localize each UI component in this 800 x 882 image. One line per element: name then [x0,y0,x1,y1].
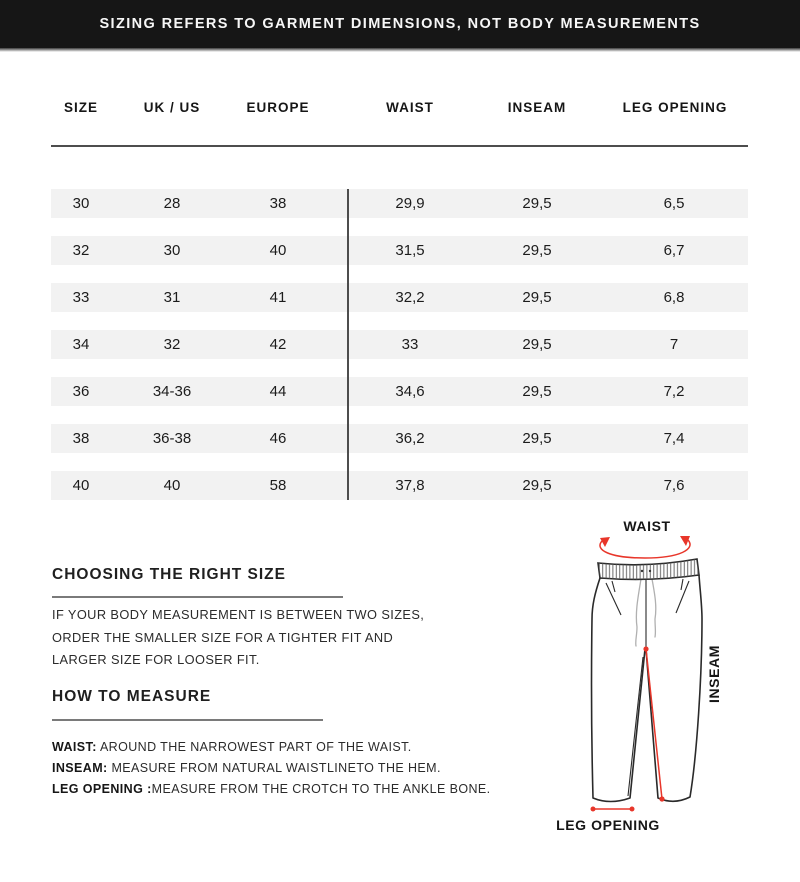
table-cell: 34 [72,336,90,353]
table-cell: 40 [269,242,287,259]
table-cell: 40 [72,477,90,494]
inseam-diagram-label: INSEAM [706,644,722,704]
table-cell: 6,8 [663,289,685,306]
choosing-size-title: CHOOSING THE RIGHT SIZE [52,566,286,583]
measure-text: MEASURE FROM THE CROTCH TO THE ANKLE BONE. [151,781,491,796]
choosing-size-text [52,604,424,672]
leg-opening-diagram-label: LEG OPENING [556,817,660,833]
measure-text: MEASURE FROM NATURAL WAISTLINETO THE HEM. [107,760,441,775]
inseam-dot-bottom [659,796,664,801]
table-cell: 30 [72,195,90,212]
measure-label: WAIST: [52,740,97,754]
waist-arrow-arc [600,540,690,558]
table-cell: 7,6 [663,477,685,494]
table-cell: 36-38 [152,430,192,447]
inseam-dot-top [643,646,648,651]
table-column-divider [347,189,349,500]
table-cell: 7,2 [663,383,685,400]
table-row [51,377,748,406]
table-cell: 29,5 [522,336,552,353]
how-to-measure-title: HOW TO MEASURE [52,688,212,705]
table-cell: 40 [163,477,181,494]
table-cell: 42 [269,336,287,353]
table-cell: 28 [163,195,181,212]
size-table-body [51,0,748,520]
table-cell: 36 [72,383,90,400]
table-cell: 32,2 [395,289,425,306]
table-cell: 46 [269,430,287,447]
measure-item-leg-opening [52,779,491,800]
table-cell: 31 [163,289,181,306]
table-cell: 34,6 [395,383,425,400]
table-cell: 7,4 [663,430,685,447]
choosing-title-underline [52,596,343,598]
table-cell: 29,5 [522,289,552,306]
leg-opening-dot-left [591,807,596,812]
table-cell: 31,5 [395,242,425,259]
table-row [51,189,748,218]
column-header-inseam: INSEAM [507,100,567,115]
pants-measurement-diagram [550,505,800,882]
column-header-waist: WAIST [386,100,434,115]
measure-item-inseam [52,758,491,779]
table-cell: 6,5 [663,195,685,212]
table-cell: 44 [269,383,287,400]
table-cell: 58 [269,477,287,494]
table-cell: 7 [669,336,679,353]
table-cell: 32 [72,242,90,259]
choosing-line: ORDER THE SMALLER SIZE FOR A TIGHTER FIT AND [52,629,394,645]
table-cell: 41 [269,289,287,306]
banner-text: SIZING REFERS TO GARMENT DIMENSIONS, NOT BODY MEASUREMENTS [99,16,701,32]
measure-label: INSEAM: [52,760,108,775]
table-cell: 29,5 [522,477,552,494]
pants-outline [592,575,702,802]
table-cell: 38 [269,195,287,212]
table-cell: 6,7 [663,242,685,259]
how-to-measure-underline [52,719,323,721]
table-row [51,424,748,453]
table-row [51,283,748,312]
table-cell: 33 [401,336,419,353]
table-cell: 36,2 [395,430,425,447]
table-cell: 29,5 [522,242,552,259]
column-header-leg-opening: LEG OPENING [622,100,728,115]
table-cell: 33 [72,289,90,306]
table-cell: 29,5 [522,195,552,212]
table-cell: 30 [163,242,181,259]
table-cell: 37,8 [395,477,425,494]
table-cell: 32 [163,336,181,353]
table-row [51,236,748,265]
leg-opening-dot-right [630,807,635,812]
waist-diagram-label: WAIST [623,518,671,534]
waistband-hatch [598,559,699,579]
choosing-line: LARGER SIZE FOR LOOSER FIT. [52,652,260,667]
table-cell: 29,5 [522,430,552,447]
choosing-line: IF YOUR BODY MEASUREMENT IS BETWEEN TWO SIZES, [52,607,425,622]
table-row [51,330,748,359]
column-header-europe: EUROPE [246,100,310,115]
table-cell: 29,5 [522,383,552,400]
grommet-right [649,570,651,572]
measure-item-waist [52,737,491,758]
table-cell: 34-36 [152,383,192,400]
grommet-left [641,570,643,572]
table-cell: 29,9 [395,195,425,212]
column-header-size: SIZE [63,100,98,115]
measure-text: AROUND THE NARROWEST PART OF THE WAIST. [96,740,412,754]
measure-label: LEG OPENING : [52,781,152,796]
table-row [51,471,748,500]
how-to-measure-list [52,737,491,799]
column-header-uk-us: UK / US [143,100,201,115]
table-cell: 38 [72,430,90,447]
